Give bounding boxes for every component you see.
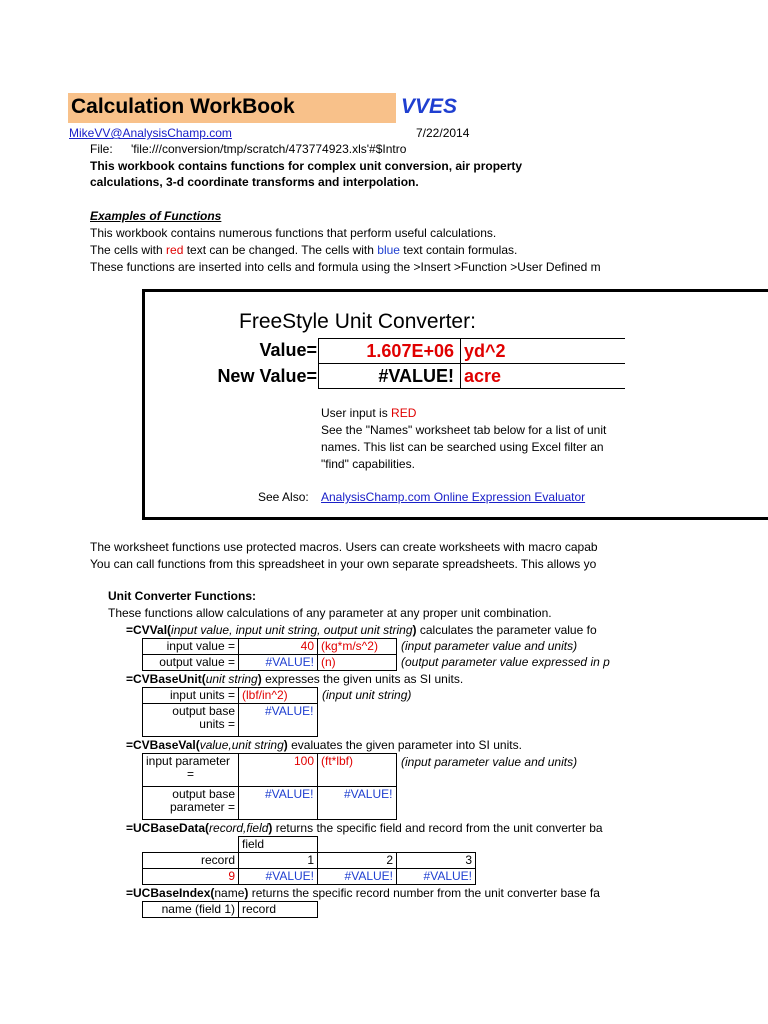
cvval-input-unit[interactable]: (kg*m/s^2) [317,638,397,655]
cvbaseunit-output-value[interactable]: #VALUE! [238,703,318,737]
value-input[interactable]: 1.607E+06 [318,338,461,364]
cvbaseunit-output-label-b: units = [199,717,235,731]
ucbasedata-record-value[interactable]: 9 [142,868,239,885]
examples-heading: Examples of Functions [90,209,222,223]
ucbasedata-signature [126,821,603,835]
cvval-desc: calculates the parameter value fo [416,623,597,637]
value-unit-input[interactable]: yd^2 [460,338,625,364]
cvbaseunit-input-note: (input unit string) [322,688,412,702]
cvbaseval-input-note: (input parameter value and units) [401,755,578,769]
converter-title: FreeStyle Unit Converter: [239,310,476,333]
intro-line-1: This workbook contains functions for complex unit conversion, air property [90,159,523,173]
ucbasedata-record-label: record [142,852,239,869]
cvval-input-note: (input parameter value and units) [401,639,578,653]
cvbaseunit-close: ) [257,672,262,686]
cvval-name: CVVal( [133,623,172,637]
examples-line-2-b: text can be changed. The cells with [183,243,378,257]
new-value-output[interactable]: #VALUE! [318,363,461,389]
ucbaseindex-name: UCBaseIndex( [133,886,215,900]
converter-note-4: "find" capabilities. [321,457,415,471]
cvval-input-label: input value = [142,638,239,655]
blue-word: blue [377,243,400,257]
cvbaseunit-args: unit string [205,672,258,686]
expression-evaluator-link[interactable]: AnalysisChamp.com Online Expression Evaluator [321,490,586,504]
cvbaseunit-desc: expresses the given units as SI units. [261,672,464,686]
cvbaseval-input-label [142,753,239,787]
cvbaseval-desc: evaluates the given parameter into SI units. [287,738,522,752]
cvbaseval-prefix: = [126,738,134,752]
cvbaseval-input-unit[interactable]: (ft*lbf) [317,753,397,787]
ucbaseindex-args: name [214,886,245,900]
ucbaseindex-close: ) [244,886,249,900]
new-value-label: New Value= [217,366,317,386]
cvval-args: input value, input unit string, output unit string [171,623,413,637]
cvbaseval-args: value,unit string [199,738,284,752]
examples-line-2-c: text contain formulas. [399,243,518,257]
cvbaseval-name: CVBaseVal( [133,738,200,752]
ucbasedata-field-3[interactable]: 3 [396,852,476,869]
functions-heading: Unit Converter Functions: [108,589,257,603]
examples-line-2-a: The cells with [90,243,167,257]
ucbasedata-desc: returns the specific field and record from the unit converter ba [272,821,603,835]
cvval-prefix: = [126,623,134,637]
ucbasedata-field-2[interactable]: 2 [317,852,397,869]
converter-note-2: See the "Names" worksheet tab below for a list of unit [321,423,607,437]
examples-line-2 [90,243,517,257]
converter-note-3: names. This list can be searched using Excel filter an [321,440,604,454]
ucbaseindex-record-header: record [238,901,318,918]
cvbaseval-output-value[interactable]: #VALUE! [238,786,318,820]
email-link[interactable]: MikeVV@AnalysisChamp.com [69,126,232,140]
ucbaseindex-desc: returns the specific record number from the unit converter base fa [248,886,600,900]
cvval-output-label: output value = [142,654,239,671]
workbook-title: Calculation WorkBook [71,95,295,118]
cvbaseunit-output-label [142,703,239,737]
cvbaseval-output-label-b: parameter = [169,800,235,814]
ucbasedata-value-1[interactable]: #VALUE! [238,868,318,885]
cvval-input-value[interactable]: 40 [238,638,318,655]
brand-name: VVES [401,95,458,118]
note-1-red: RED [391,406,417,420]
ucbasedata-close: ) [268,821,273,835]
ucbasedata-value-3[interactable]: #VALUE! [396,868,476,885]
cvval-output-unit[interactable]: (n) [317,654,397,671]
cvbaseval-output-label-a: output base [172,787,235,801]
cvval-output-note: (output parameter value expressed in p [401,655,610,669]
ucbasedata-field-label: field [238,836,318,853]
new-value-unit-input[interactable]: acre [460,363,625,389]
red-word: red [166,243,184,257]
intro-line-2: calculations, 3-d coordinate transforms and interpolation. [90,175,419,189]
ucbasedata-prefix: = [126,821,134,835]
cvbaseunit-input-label: input units = [142,687,239,704]
cvbaseval-input-value[interactable]: 100 [238,753,318,787]
cvbaseunit-signature [126,672,463,686]
file-label: File: [90,142,113,156]
cvbaseunit-output-label-a: output base [172,704,235,718]
ucbasedata-name: UCBaseData( [133,821,210,835]
cvbaseval-output-label [142,786,239,820]
ucbasedata-field-1[interactable]: 1 [238,852,318,869]
functions-intro: These functions allow calculations of any parameter at any proper unit combination. [108,606,552,620]
cvbaseval-close: ) [283,738,288,752]
examples-line-1: This workbook contains numerous functions that perform useful calculations. [90,226,497,240]
cvbaseval-signature [126,738,522,752]
ucbaseindex-name-header: name (field 1) [142,901,239,918]
ucbasedata-args: record,field [209,821,269,835]
file-path: 'file:///conversion/tmp/scratch/473774923.xls'#$Intro [131,142,407,156]
see-also-label: See Also: [258,490,309,504]
cvval-output-value[interactable]: #VALUE! [238,654,318,671]
cvval-close: ) [412,623,417,637]
value-label: Value= [259,340,317,360]
cvbaseval-input-label-a: input parameter [146,754,231,768]
cvbaseunit-prefix: = [126,672,134,686]
cvbaseval-input-label-b: = [186,767,194,781]
examples-line-3: These functions are inserted into cells and formula using the >Insert >Function >User Defined m [90,260,601,274]
cvval-signature [126,623,597,637]
cvbaseunit-input-unit[interactable]: (lbf/in^2) [238,687,318,704]
date-text: 7/22/2014 [416,126,470,140]
cvbaseval-output-unit[interactable]: #VALUE! [317,786,397,820]
converter-note-1 [321,406,416,420]
note-1-a: User input is [321,406,392,420]
ucbaseindex-prefix: = [126,886,134,900]
macros-line-1: The worksheet functions use protected macros. Users can create worksheets with macro capab [90,540,598,554]
ucbaseindex-signature [126,886,600,900]
cvbaseunit-name: CVBaseUnit( [133,672,206,686]
ucbasedata-value-2[interactable]: #VALUE! [317,868,397,885]
macros-line-2: You can call functions from this spreadsheet in your own separate spreadsheets. This allows yo [90,557,597,571]
